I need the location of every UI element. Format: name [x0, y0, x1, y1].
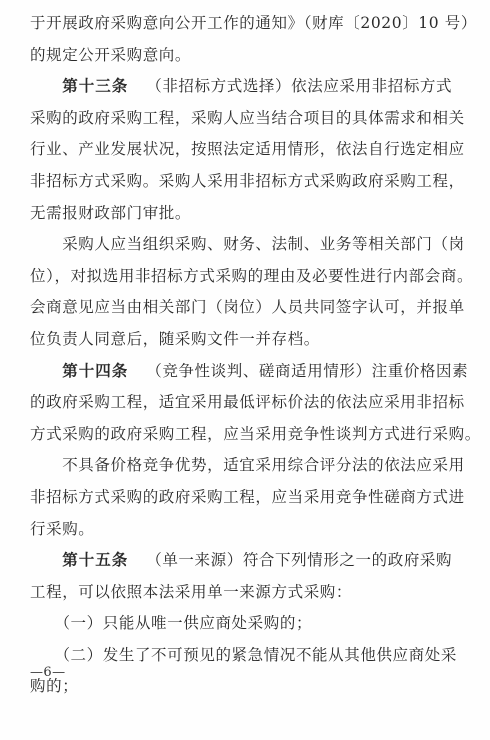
article-15-first-line: （单一来源）符合下列情形之一的政府采购 [146, 551, 453, 570]
article-14-paragraph-2-line: 非招标方式采购的政府采购工程，应当采用竞争性磋商方式进 [30, 487, 465, 506]
article-13-first-line: （非招标方式选择）依法应采用非招标方式 [146, 77, 453, 96]
article-13-paragraph-2-line: 位负责人同意后，随采购文件一并存档。 [30, 329, 320, 348]
article-13-paragraph-2-line: 位），对拟选用非招标方式采购的理由及必要性进行内部会商。 [30, 266, 474, 285]
article-13-heading-line [30, 71, 470, 103]
article-14-paragraph-2-text: 不具备价格竞争优势，适宜采用综合评分法的依法应采用 [62, 456, 465, 475]
list-item-text: （一）只能从唯一供应商处采购的； [62, 614, 313, 633]
article-14-title: 第十四条 [62, 361, 129, 380]
list-item-text: （二）发生了不可预见的紧急情况不能从其他供应商处采 [62, 645, 457, 664]
article-14-paragraph-2-line [30, 450, 470, 482]
article-13-title: 第十三条 [62, 77, 129, 96]
page-number: —6— [30, 665, 66, 680]
list-item [30, 640, 470, 672]
article-13-paragraph-2-text: 采购人应当组织采购、财务、法制、业务等相关部门（岗 [62, 235, 465, 254]
article-15-heading-line [30, 545, 470, 577]
article-13-line: 无需报财政部门审批。 [30, 203, 192, 222]
article-13-line: 非招标方式采购。采购人采用非招标方式采购政府采购工程， [30, 171, 465, 190]
article-14-line: 方式采购的政府采购工程，应当采用竞争性谈判方式进行采购。 [30, 424, 481, 443]
continuation-line: 的规定公开采购意向。 [30, 45, 192, 64]
article-13-line: 行业、产业发展状况，按照法定适用情形，依法自行选定相应 [30, 140, 465, 159]
article-13-paragraph-2-line [30, 229, 470, 261]
article-15-title: 第十五条 [62, 551, 129, 570]
article-13-line: 采购的政府采购工程，采购人应当结合项目的具体需求和相关 [30, 108, 465, 127]
article-15-line: 工程，可以依照本法采用单一来源方式采购： [30, 582, 353, 601]
article-14-heading-line [30, 356, 470, 388]
article-14-first-line: （竞争性谈判、磋商适用情形）注重价格因素 [146, 361, 469, 380]
article-13-paragraph-2-line: 会商意见应当由相关部门（岗位）人员共同签字认可，并报单 [30, 298, 465, 317]
list-item-continuation: 购的； [30, 677, 79, 696]
continuation-line: 于开展政府采购意向公开工作的通知》（财库〔2020〕10 号） [30, 14, 477, 32]
article-14-line: 的政府采购工程，适宜采用最低评标价法的依法应采用非招标 [30, 393, 465, 412]
article-14-paragraph-2-line: 行采购。 [30, 519, 95, 538]
list-item [30, 608, 470, 640]
document-body [30, 8, 481, 703]
